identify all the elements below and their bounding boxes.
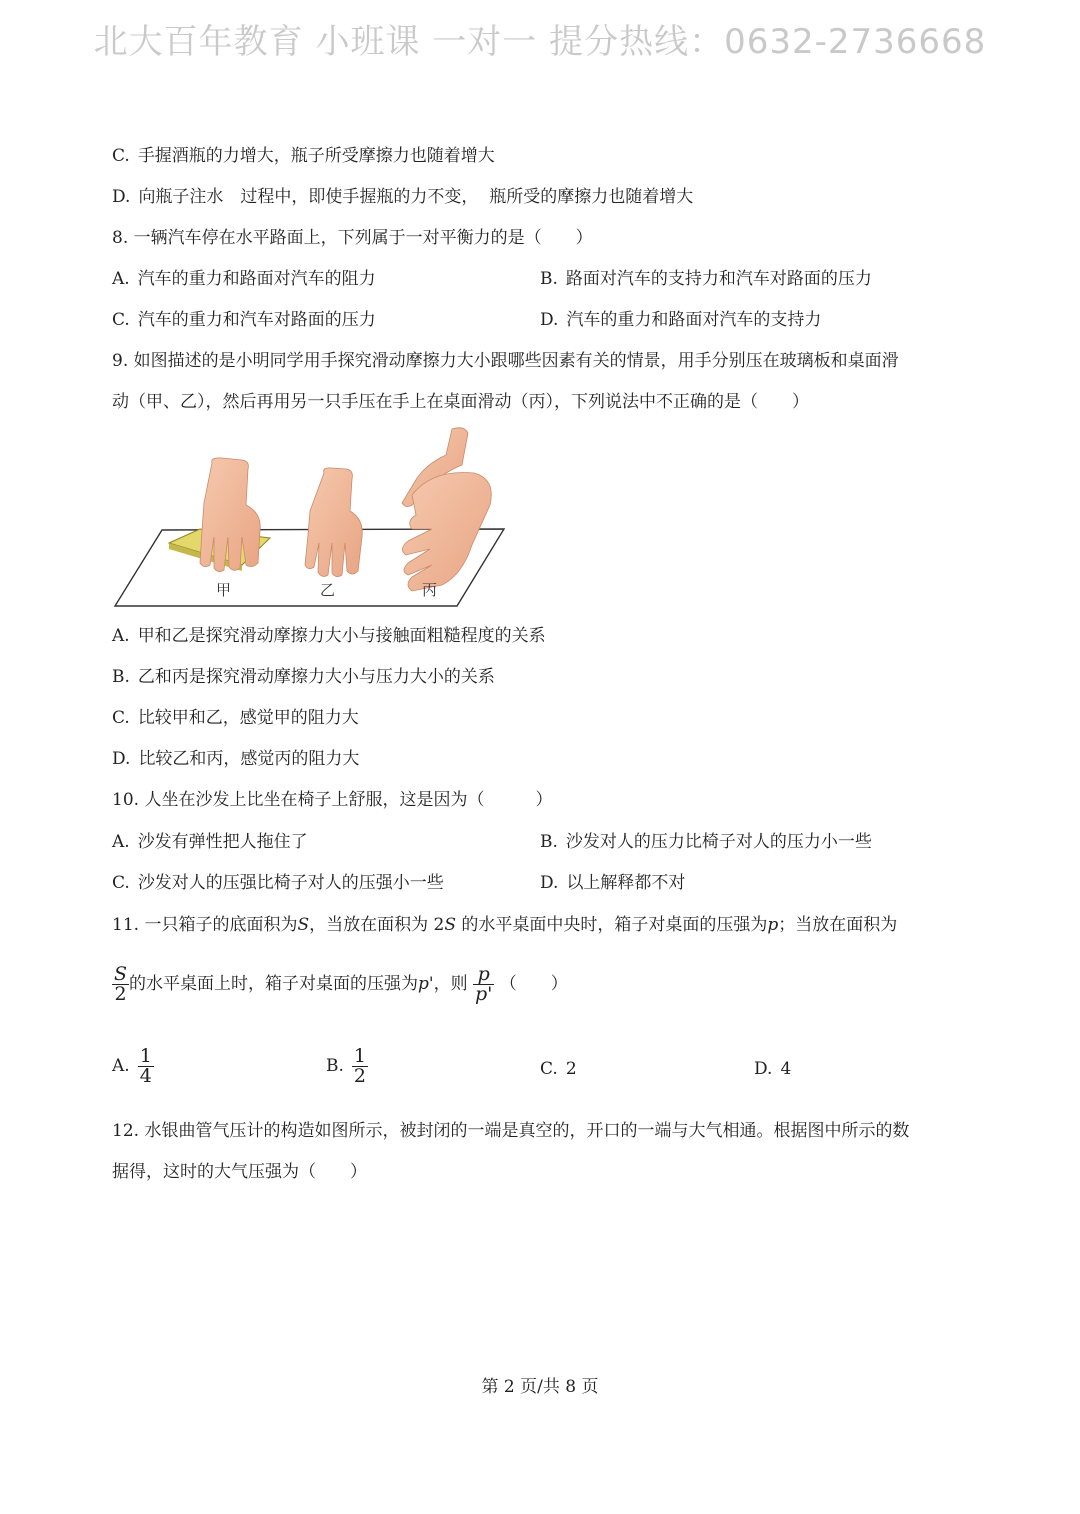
option-label: B. <box>540 269 558 289</box>
fraction-numerator: 1 <box>139 1045 152 1067</box>
option-label: C. <box>112 310 130 330</box>
option-label: A. <box>112 626 130 646</box>
fraction-one-quarter <box>138 1047 154 1086</box>
q11-text: 的水平桌面上时，箱子对桌面的压强为 <box>129 974 419 994</box>
hand-yi-icon <box>305 468 362 577</box>
fraction-denominator: 2 <box>353 1065 366 1087</box>
q11-option-d <box>754 1058 791 1080</box>
q11-text: ，则 <box>433 974 468 994</box>
option-text: 沙发有弹性把人拖住了 <box>137 832 308 852</box>
q10-stem: 10. 人坐在沙发上比坐在椅子上舒服，这是因为（ ） <box>112 790 553 810</box>
option-label: D. <box>754 1059 773 1079</box>
option-text: 以上解释都不对 <box>566 873 686 893</box>
q10-option-b <box>540 831 872 853</box>
figure-label-bing: 丙 <box>422 581 438 599</box>
q8-stem: 8. 一辆汽车停在水平路面上，下列属于一对平衡力的是（ ） <box>112 228 593 248</box>
option-label: A. <box>112 269 130 289</box>
q11-var-p-prime: p' <box>418 974 434 994</box>
option-text: 比较乙和丙，感觉丙的阻力大 <box>138 749 360 769</box>
fraction-one-half <box>352 1047 368 1086</box>
q10-option-c <box>112 872 444 894</box>
q7-option-d <box>112 186 693 208</box>
q11-text: 的水平桌面中央时，箱子对桌面的压强为 <box>456 915 768 935</box>
fraction-s-over-2 <box>112 965 129 1004</box>
q8-option-d <box>540 309 821 331</box>
fraction-denominator: p' <box>475 983 493 1005</box>
q9-stem-line1: 9. 如图描述的是小明同学用手探究滑动摩擦力大小跟哪些因素有关的情景，用手分别压在玻璃板和桌面滑 <box>112 351 899 371</box>
q11-var-s: S <box>297 915 310 935</box>
fraction-denominator: 4 <box>139 1065 152 1087</box>
q11-var-p: p <box>767 915 779 935</box>
q9-option-a <box>112 625 546 647</box>
q11-option-c <box>540 1058 577 1080</box>
option-text: 汽车的重力和汽车对路面的压力 <box>137 310 376 330</box>
page-footer: 第 2 页/共 8 页 <box>481 1377 599 1397</box>
option-text: 甲和乙是探究滑动摩擦力大小与接触面粗糙程度的关系 <box>137 626 546 646</box>
option-text: 2 <box>565 1059 577 1079</box>
q11-text: ，当放在面积为 2 <box>309 915 445 935</box>
q11-stem-line2 <box>112 960 568 1008</box>
q7-option-c <box>112 145 495 167</box>
q12-stem-line1: 12. 水银曲管气压计的构造如图所示，被封闭的一端是真空的，开口的一端与大气相通。根据图中所示的数 <box>112 1121 910 1141</box>
option-text: 沙发对人的压强比椅子对人的压强小一些 <box>137 873 444 893</box>
q9-option-d <box>112 748 359 770</box>
q11-stem-line1 <box>112 914 897 936</box>
option-label: D. <box>112 187 131 207</box>
option-text: 汽车的重力和路面对汽车的支持力 <box>566 310 822 330</box>
option-label: B. <box>326 1056 344 1076</box>
q11-text: （ ） <box>499 974 568 994</box>
figure-label-yi: 乙 <box>320 581 336 599</box>
option-label: D. <box>540 310 559 330</box>
option-text: 路面对汽车的支持力和汽车对路面的压力 <box>565 269 872 289</box>
q11-var-s: S <box>444 915 456 935</box>
q11-option-b <box>326 1042 368 1090</box>
option-label: A. <box>112 1056 130 1076</box>
figure-label-jia: 甲 <box>216 581 232 599</box>
q8-option-b <box>540 268 872 290</box>
fraction-numerator: p <box>477 963 490 985</box>
q11-option-a <box>112 1042 154 1090</box>
option-text: 比较甲和乙，感觉甲的阻力大 <box>137 708 359 728</box>
option-text: 汽车的重力和路面对汽车的阻力 <box>137 269 376 289</box>
q9-stem-line2: 动（甲、乙），然后再用另一只手压在手上在桌面滑动（丙），下列说法中不正确的是（ ） <box>112 392 809 412</box>
q12-stem-line2: 据得，这时的大气压强为（ ） <box>112 1162 367 1182</box>
fraction-denominator: 2 <box>112 984 129 1004</box>
option-text: 乙和丙是探究滑动摩擦力大小与压力大小的关系 <box>137 667 495 687</box>
option-text: 4 <box>780 1059 792 1079</box>
hand-jia-icon <box>200 458 260 572</box>
option-label: C. <box>112 708 130 728</box>
q9-option-c <box>112 707 359 729</box>
q8-option-a <box>112 268 376 290</box>
watermark: 北大百年教育 小班课 一对一 提分热线：0632-2736668 <box>93 22 987 62</box>
option-text: 向瓶子注水 过程中，即使手握瓶的力不变， 瓶所受的摩擦力也随着增大 <box>138 187 694 207</box>
option-text: 手握酒瓶的力增大，瓶子所受摩擦力也随着增大 <box>137 146 495 166</box>
option-text: 沙发对人的压力比椅子对人的压力小一些 <box>565 832 872 852</box>
option-label: C. <box>112 146 130 166</box>
option-label: C. <box>540 1059 558 1079</box>
q11-text: ；当放在面积为 <box>778 915 898 935</box>
option-label: D. <box>112 749 131 769</box>
fraction-numerator: 1 <box>353 1045 366 1067</box>
q10-option-d <box>540 872 685 894</box>
friction-hands-figure <box>112 425 512 610</box>
option-label: D. <box>540 873 559 893</box>
q10-option-a <box>112 831 308 853</box>
fraction-numerator: S <box>114 963 128 985</box>
option-label: B. <box>540 832 558 852</box>
option-label: B. <box>112 667 130 687</box>
option-label: A. <box>112 832 130 852</box>
option-label: C. <box>112 873 130 893</box>
q8-option-c <box>112 309 376 331</box>
q9-option-b <box>112 666 495 688</box>
fraction-p-over-p-prime <box>473 965 494 1004</box>
friction-illustration <box>112 425 512 610</box>
q11-text: 11. 一只箱子的底面积为 <box>112 915 298 935</box>
